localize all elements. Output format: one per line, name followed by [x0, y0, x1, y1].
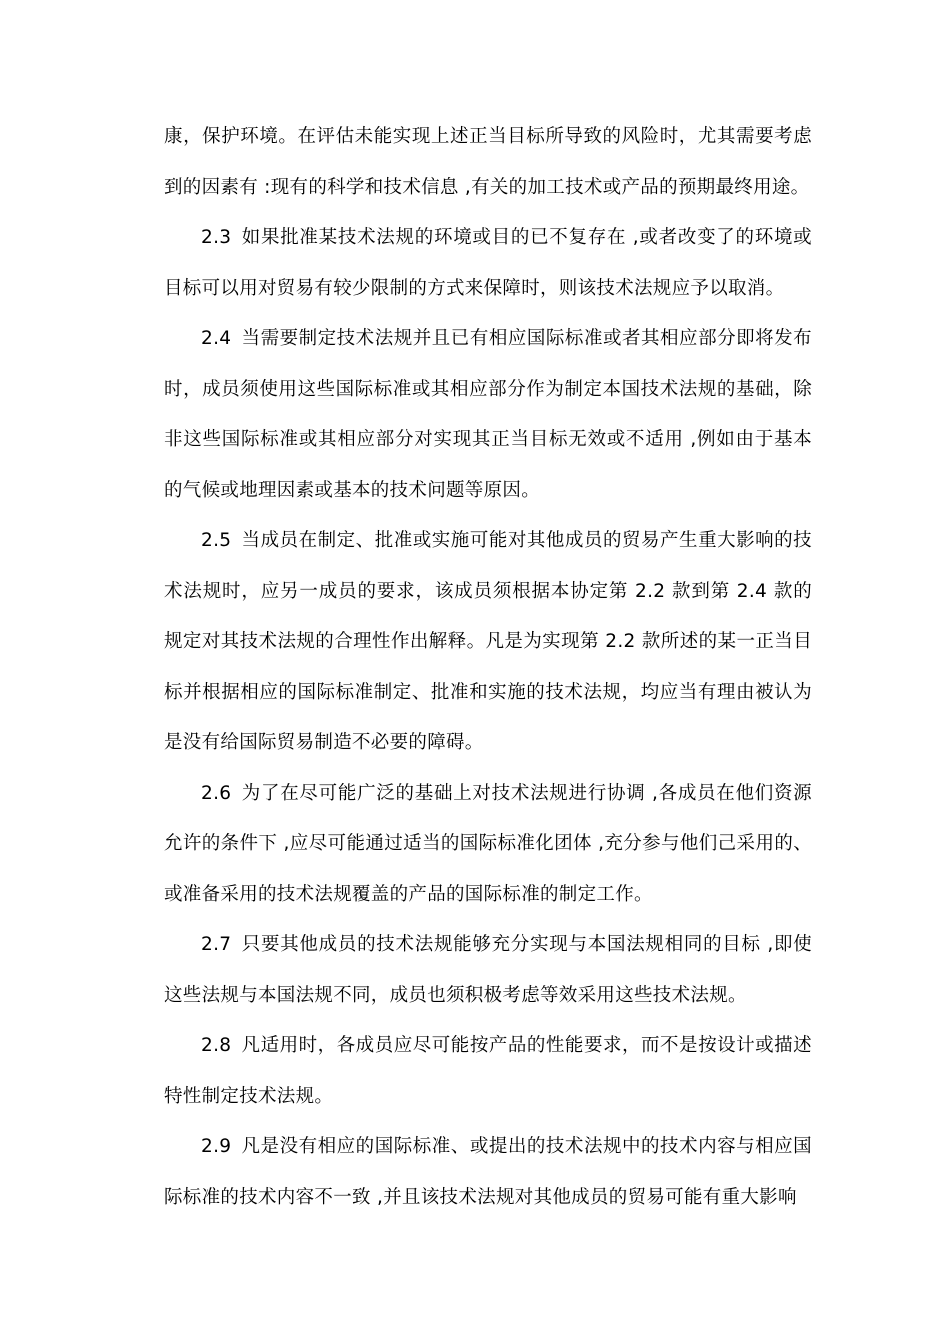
- paragraph-2-9: [164, 1122, 812, 1223]
- paragraph-text: 凡是没有相应的国际标准、或提出的技术法规中的技术内容与相应国际标准的技术内容不一致 ,并且该技术法规对其他成员的贸易可能有重大影响: [164, 1136, 812, 1208]
- paragraph-text: 当成员在制定、批准或实施可能对其他成员的贸易产生重大影响的技术法规时，应另一成员的要求，该成员须根据本协定第 2.2 款到第 2.4 款的规定对其技术法规的合理性作出解释。凡是为实现第 2.2 款所述的某一正当目标并根据相应的国际标准制定、批准和实施的技术法规，均应当有理由被认为是没有给国际贸易制造不必要的障碍。: [164, 530, 812, 753]
- paragraph-text: 如果批准某技术法规的环境或目的已不复存在 ,或者改变了的环境或目标可以用对贸易有较少限制的方式来保障时，则该技术法规应予以取消。: [164, 227, 812, 299]
- paragraph-2-6: [164, 769, 812, 921]
- paragraph-number: 2.3: [201, 227, 232, 248]
- paragraph-2-4: [164, 314, 812, 516]
- paragraph-number: 2.4: [201, 328, 232, 349]
- paragraph-2-5: [164, 516, 812, 769]
- paragraph-text: 凡适用时，各成员应尽可能按产品的性能要求，而不是按设计或描述特性制定技术法规。: [164, 1035, 812, 1107]
- paragraph-2-3: [164, 213, 812, 314]
- document-body: [164, 112, 812, 1223]
- paragraph-number: 2.9: [201, 1136, 232, 1157]
- paragraph-text: 为了在尽可能广泛的基础上对技术法规进行协调 ,各成员在他们资源允许的条件下 ,应尽可能通过适当的国际标准化团体 ,充分参与他们己采用的、或准备采用的技术法规覆盖的产品的国际标准的制定工作。: [164, 782, 812, 905]
- paragraph-text: 只要其他成员的技术法规能够充分实现与本国法规相同的目标 ,即使这些法规与本国法规不同，成员也须积极考虑等效采用这些技术法规。: [164, 934, 812, 1006]
- paragraph-number: 2.6: [201, 782, 232, 804]
- paragraph-number: 2.8: [201, 1035, 232, 1056]
- paragraph-text: 康，保护环境。在评估未能实现上述正当目标所导致的风险时，尤其需要考虑到的因素有 :现有的科学和技术信息 ,有关的加工技术或产品的预期最终用途。: [164, 126, 812, 198]
- paragraph-2-7: [164, 920, 812, 1021]
- paragraph-number: 2.7: [201, 934, 232, 955]
- paragraph-continued: [164, 112, 812, 213]
- paragraph-number: 2.5: [201, 530, 232, 551]
- paragraph-2-8: [164, 1021, 812, 1122]
- paragraph-text: 当需要制定技术法规并且已有相应国际标准或者其相应部分即将发布时，成员须使用这些国际标准或其相应部分作为制定本国技术法规的基础，除非这些国际标准或其相应部分对实现其正当目标无效或不适用 ,例如由于基本的气候或地理因素或基本的技术问题等原因。: [164, 328, 812, 501]
